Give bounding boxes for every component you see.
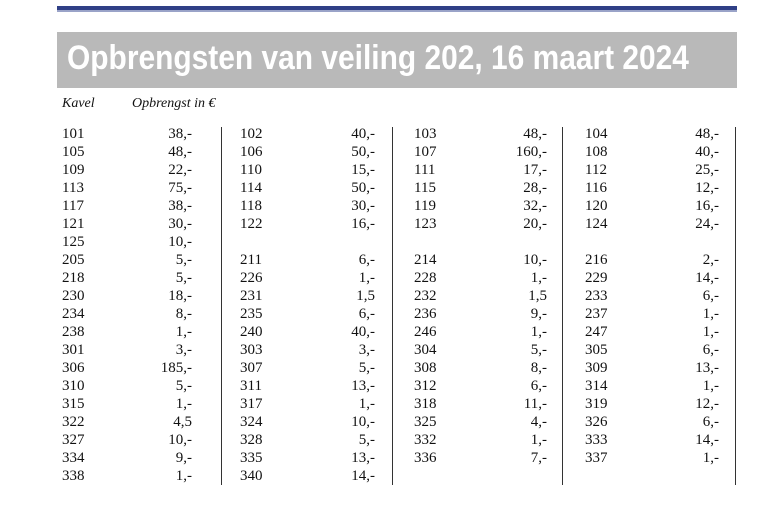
lot-number: 211 xyxy=(240,252,262,268)
lot-number: 230 xyxy=(62,288,85,304)
lot-number: 333 xyxy=(585,432,608,448)
lot-number: 119 xyxy=(414,198,436,214)
lot-number: 103 xyxy=(414,126,437,142)
lot-number: 104 xyxy=(585,126,608,142)
lot-proceeds: 20,- xyxy=(523,216,547,232)
table-row xyxy=(414,251,547,269)
table-row xyxy=(62,287,192,305)
lot-proceeds: 5,- xyxy=(175,270,192,286)
table-row xyxy=(240,161,375,179)
results-column-1 xyxy=(62,125,192,485)
lot-proceeds: 9,- xyxy=(530,306,547,322)
lot-number: 107 xyxy=(414,144,437,160)
lot-proceeds: 38,- xyxy=(168,198,192,214)
lot-proceeds: 5,- xyxy=(175,378,192,394)
lot-proceeds: 28,- xyxy=(523,180,547,196)
table-row xyxy=(240,269,375,287)
lot-proceeds: 5,- xyxy=(358,360,375,376)
table-row xyxy=(585,179,719,197)
table-row xyxy=(62,359,192,377)
table-row xyxy=(240,215,375,233)
lot-proceeds: 16,- xyxy=(351,216,375,232)
table-row xyxy=(240,251,375,269)
table-row xyxy=(585,305,719,323)
lot-proceeds: 10,- xyxy=(351,414,375,430)
lot-number: 117 xyxy=(62,198,84,214)
table-row xyxy=(414,359,547,377)
lot-proceeds: 48,- xyxy=(695,126,719,142)
lot-number: 307 xyxy=(240,360,263,376)
lot-proceeds: 7,- xyxy=(530,450,547,466)
lot-proceeds: 10,- xyxy=(523,252,547,268)
lot-proceeds: 160,- xyxy=(515,144,547,160)
lot-proceeds: 6,- xyxy=(702,414,719,430)
table-row xyxy=(62,269,192,287)
lot-proceeds: 3,- xyxy=(358,342,375,358)
lot-number: 308 xyxy=(414,360,437,376)
table-row xyxy=(585,287,719,305)
lot-number: 205 xyxy=(62,252,85,268)
lot-proceeds: 12,- xyxy=(695,180,719,196)
table-row xyxy=(414,395,547,413)
lot-proceeds: 6,- xyxy=(530,378,547,394)
lot-number: 322 xyxy=(62,414,85,430)
lot-number: 309 xyxy=(585,360,608,376)
lot-proceeds: 50,- xyxy=(351,144,375,160)
lot-number: 336 xyxy=(414,450,437,466)
lot-number: 233 xyxy=(585,288,608,304)
lot-number: 101 xyxy=(62,126,85,142)
table-row xyxy=(62,449,192,467)
lot-number: 318 xyxy=(414,396,437,412)
lot-proceeds: 25,- xyxy=(695,162,719,178)
lot-number: 226 xyxy=(240,270,263,286)
lot-number: 113 xyxy=(62,180,84,196)
lot-number: 231 xyxy=(240,288,263,304)
lot-number: 324 xyxy=(240,414,263,430)
lot-number: 327 xyxy=(62,432,85,448)
lot-proceeds: 1,- xyxy=(702,378,719,394)
lot-proceeds: 4,5 xyxy=(173,414,192,430)
lot-proceeds: 40,- xyxy=(351,324,375,340)
results-column-4 xyxy=(585,125,719,467)
lot-number: 122 xyxy=(240,216,263,232)
lot-number: 216 xyxy=(585,252,608,268)
lot-number: 306 xyxy=(62,360,85,376)
lot-proceeds: 16,- xyxy=(695,198,719,214)
table-row xyxy=(62,197,192,215)
lot-number: 120 xyxy=(585,198,608,214)
lot-number: 328 xyxy=(240,432,263,448)
table-row xyxy=(585,359,719,377)
table-row xyxy=(414,377,547,395)
lot-proceeds: 1,- xyxy=(530,432,547,448)
lot-number: 338 xyxy=(62,468,85,484)
lot-number: 303 xyxy=(240,342,263,358)
table-row xyxy=(62,179,192,197)
table-row xyxy=(414,305,547,323)
lot-number: 121 xyxy=(62,216,85,232)
lot-proceeds: 11,- xyxy=(523,396,547,412)
table-row xyxy=(240,467,375,485)
lot-proceeds: 13,- xyxy=(351,450,375,466)
lot-number: 305 xyxy=(585,342,608,358)
table-row xyxy=(240,125,375,143)
table-row xyxy=(240,305,375,323)
table-row xyxy=(240,233,375,251)
lot-proceeds: 1,- xyxy=(358,396,375,412)
table-row xyxy=(585,413,719,431)
lot-number: 123 xyxy=(414,216,437,232)
table-row xyxy=(414,449,547,467)
lot-number: 102 xyxy=(240,126,263,142)
table-row xyxy=(62,467,192,485)
lot-number: 112 xyxy=(585,162,607,178)
lot-proceeds: 5,- xyxy=(175,252,192,268)
lot-proceeds: 8,- xyxy=(175,306,192,322)
table-row xyxy=(240,323,375,341)
lot-proceeds: 8,- xyxy=(530,360,547,376)
lot-proceeds: 18,- xyxy=(168,288,192,304)
lot-number: 340 xyxy=(240,468,263,484)
table-row xyxy=(585,233,719,251)
lot-number: 325 xyxy=(414,414,437,430)
table-row xyxy=(62,431,192,449)
table-row xyxy=(414,287,547,305)
table-row xyxy=(414,215,547,233)
lot-proceeds: 1,- xyxy=(175,396,192,412)
lot-proceeds: 6,- xyxy=(702,342,719,358)
lot-number: 234 xyxy=(62,306,85,322)
lot-number: 317 xyxy=(240,396,263,412)
lot-number: 237 xyxy=(585,306,608,322)
table-row xyxy=(62,341,192,359)
column-divider xyxy=(562,127,563,485)
column-divider xyxy=(221,127,222,485)
table-row xyxy=(62,323,192,341)
table-row xyxy=(240,395,375,413)
page-title: Opbrengsten van veiling 202, 16 maart 2024 xyxy=(67,39,689,77)
table-row xyxy=(414,323,547,341)
lot-number: 311 xyxy=(240,378,262,394)
table-row xyxy=(414,269,547,287)
table-row xyxy=(62,413,192,431)
lot-proceeds: 1,- xyxy=(530,270,547,286)
lot-number: 246 xyxy=(414,324,437,340)
lot-proceeds: 1,- xyxy=(175,468,192,484)
lot-proceeds: 75,- xyxy=(168,180,192,196)
lot-number: 106 xyxy=(240,144,263,160)
table-row xyxy=(240,431,375,449)
table-row xyxy=(585,269,719,287)
lot-number: 110 xyxy=(240,162,262,178)
lot-proceeds: 10,- xyxy=(168,234,192,250)
lot-proceeds: 3,- xyxy=(175,342,192,358)
lot-number: 334 xyxy=(62,450,85,466)
table-row xyxy=(414,125,547,143)
table-row xyxy=(62,125,192,143)
table-row xyxy=(585,431,719,449)
lot-number: 105 xyxy=(62,144,85,160)
lot-number: 314 xyxy=(585,378,608,394)
lot-proceeds: 48,- xyxy=(523,126,547,142)
lot-number: 240 xyxy=(240,324,263,340)
lot-proceeds: 6,- xyxy=(358,306,375,322)
table-row xyxy=(414,341,547,359)
lot-proceeds: 30,- xyxy=(168,216,192,232)
table-row xyxy=(585,323,719,341)
lot-proceeds: 14,- xyxy=(695,270,719,286)
lot-proceeds: 1,- xyxy=(358,270,375,286)
top-rule xyxy=(57,6,737,12)
lot-number: 214 xyxy=(414,252,437,268)
lot-number: 111 xyxy=(414,162,436,178)
lot-proceeds: 30,- xyxy=(351,198,375,214)
results-column-3 xyxy=(414,125,547,467)
column-divider xyxy=(392,127,393,485)
table-row xyxy=(240,197,375,215)
lot-proceeds: 1,5 xyxy=(356,288,375,304)
table-row xyxy=(62,377,192,395)
lot-number: 310 xyxy=(62,378,85,394)
table-row xyxy=(585,341,719,359)
lot-number: 315 xyxy=(62,396,85,412)
lot-proceeds: 40,- xyxy=(351,126,375,142)
lot-proceeds: 2,- xyxy=(702,252,719,268)
lot-number: 124 xyxy=(585,216,608,232)
lot-proceeds: 12,- xyxy=(695,396,719,412)
table-row xyxy=(585,125,719,143)
table-row xyxy=(414,179,547,197)
title-banner xyxy=(57,32,737,88)
lot-proceeds: 14,- xyxy=(695,432,719,448)
lot-number: 301 xyxy=(62,342,85,358)
table-row xyxy=(414,413,547,431)
table-row xyxy=(414,161,547,179)
lot-proceeds: 17,- xyxy=(523,162,547,178)
lot-proceeds: 6,- xyxy=(702,288,719,304)
table-row xyxy=(414,143,547,161)
table-row xyxy=(62,251,192,269)
table-row xyxy=(62,143,192,161)
lot-number: 319 xyxy=(585,396,608,412)
table-row xyxy=(240,287,375,305)
lot-proceeds: 40,- xyxy=(695,144,719,160)
lot-number: 218 xyxy=(62,270,85,286)
table-row xyxy=(62,305,192,323)
lot-proceeds: 32,- xyxy=(523,198,547,214)
table-row xyxy=(240,449,375,467)
table-row xyxy=(240,179,375,197)
table-row xyxy=(240,143,375,161)
column-divider xyxy=(735,127,736,485)
lot-proceeds: 9,- xyxy=(175,450,192,466)
lot-number: 337 xyxy=(585,450,608,466)
lot-number: 115 xyxy=(414,180,436,196)
lot-proceeds: 1,- xyxy=(702,306,719,322)
lot-proceeds: 24,- xyxy=(695,216,719,232)
lot-number: 108 xyxy=(585,144,608,160)
lot-number: 114 xyxy=(240,180,262,196)
lot-number: 116 xyxy=(585,180,607,196)
lot-number: 236 xyxy=(414,306,437,322)
table-row xyxy=(240,377,375,395)
lot-number: 312 xyxy=(414,378,437,394)
results-column-2 xyxy=(240,125,375,485)
table-row xyxy=(414,431,547,449)
lot-number: 235 xyxy=(240,306,263,322)
lot-proceeds: 1,- xyxy=(530,324,547,340)
lot-proceeds: 5,- xyxy=(530,342,547,358)
lot-proceeds: 15,- xyxy=(351,162,375,178)
table-row xyxy=(62,395,192,413)
lot-proceeds: 22,- xyxy=(168,162,192,178)
lot-proceeds: 185,- xyxy=(160,360,192,376)
lot-number: 228 xyxy=(414,270,437,286)
lot-number: 229 xyxy=(585,270,608,286)
lot-number: 109 xyxy=(62,162,85,178)
lot-proceeds: 48,- xyxy=(168,144,192,160)
table-row xyxy=(585,251,719,269)
table-row xyxy=(585,197,719,215)
lot-proceeds: 1,- xyxy=(702,324,719,340)
table-row xyxy=(585,143,719,161)
table-row xyxy=(414,233,547,251)
lot-number: 247 xyxy=(585,324,608,340)
lot-proceeds: 14,- xyxy=(351,468,375,484)
table-row xyxy=(62,215,192,233)
lot-proceeds: 10,- xyxy=(168,432,192,448)
table-row xyxy=(240,359,375,377)
lot-number: 232 xyxy=(414,288,437,304)
lot-number: 332 xyxy=(414,432,437,448)
lot-proceeds: 13,- xyxy=(695,360,719,376)
table-row xyxy=(585,395,719,413)
table-row xyxy=(585,377,719,395)
lot-proceeds: 5,- xyxy=(358,432,375,448)
table-row xyxy=(414,197,547,215)
table-row xyxy=(240,341,375,359)
lot-number: 238 xyxy=(62,324,85,340)
lot-number: 304 xyxy=(414,342,437,358)
lot-number: 335 xyxy=(240,450,263,466)
lot-proceeds: 1,- xyxy=(175,324,192,340)
lot-proceeds: 13,- xyxy=(351,378,375,394)
column-header-kavel: Kavel xyxy=(62,96,95,111)
lot-number: 125 xyxy=(62,234,85,250)
lot-number: 326 xyxy=(585,414,608,430)
table-row xyxy=(585,215,719,233)
table-row xyxy=(62,161,192,179)
lot-proceeds: 6,- xyxy=(358,252,375,268)
lot-proceeds: 1,- xyxy=(702,450,719,466)
lot-proceeds: 4,- xyxy=(530,414,547,430)
table-row xyxy=(62,233,192,251)
table-row xyxy=(240,413,375,431)
lot-proceeds: 38,- xyxy=(168,126,192,142)
lot-number: 118 xyxy=(240,198,262,214)
lot-proceeds: 1,5 xyxy=(528,288,547,304)
lot-proceeds: 50,- xyxy=(351,180,375,196)
table-row xyxy=(585,449,719,467)
column-header-opbrengst: Opbrengst in € xyxy=(132,96,216,111)
table-row xyxy=(585,161,719,179)
